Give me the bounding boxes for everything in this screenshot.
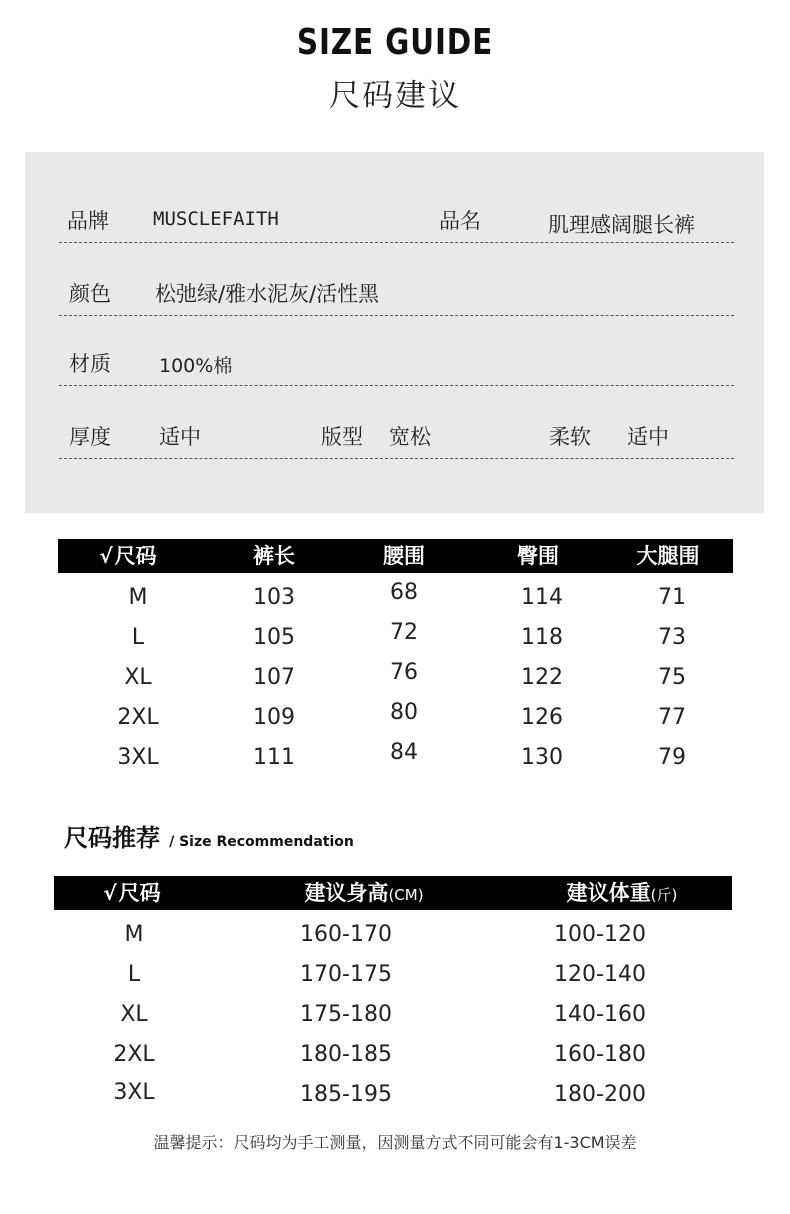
table-row	[54, 1030, 732, 1070]
recommendation-title-cn: 尺码推荐	[64, 824, 160, 852]
thickness-label: 厚度	[69, 425, 111, 449]
size-cell: M	[128, 585, 148, 610]
table-row	[54, 990, 732, 1030]
rec-size-cell: 3XL	[113, 1080, 155, 1105]
size-cell: 2XL	[117, 705, 159, 730]
rec-size-cell: XL	[120, 1002, 148, 1027]
brand-value: MUSCLEFAITH	[153, 208, 279, 230]
weight-cell: 180-200	[554, 1082, 646, 1107]
rec-size-cell: 2XL	[113, 1042, 155, 1067]
recommendation-title-en: / Size Recommendation	[169, 834, 354, 850]
rec-size-cell: L	[127, 962, 141, 987]
thigh-cell: 79	[658, 745, 686, 770]
softness-value: 适中	[627, 425, 669, 449]
fit-value: 宽松	[389, 425, 431, 449]
height-cell: 180-185	[300, 1042, 392, 1067]
header-thigh: 大腿围	[636, 544, 700, 568]
hip-cell: 130	[521, 745, 563, 770]
header-height: 建议身高(CM)	[304, 881, 424, 905]
size-chart-table	[58, 539, 733, 773]
color-value: 松弛绿/雅水泥灰/活性黑	[155, 282, 380, 306]
size-cell: 3XL	[117, 745, 159, 770]
check-icon: √	[103, 881, 117, 905]
size-cell: XL	[124, 665, 152, 690]
material-value: 100%棉	[159, 355, 233, 377]
size-chart-header	[58, 539, 733, 573]
header-weight: 建议体重(斤)	[566, 881, 678, 905]
hip-cell: 118	[521, 625, 563, 650]
weight-cell: 160-180	[554, 1042, 646, 1067]
length-cell: 105	[253, 625, 295, 650]
height-cell: 170-175	[300, 962, 392, 987]
page-title-en: SIZE GUIDE	[296, 22, 494, 63]
product-name-label: 品名	[439, 209, 481, 233]
check-icon: √	[99, 544, 113, 568]
page-title-cn: 尺码建议	[329, 78, 461, 114]
waist-cell: 80	[390, 700, 418, 725]
length-cell: 107	[253, 665, 295, 690]
table-row	[54, 1070, 732, 1110]
material-label: 材质	[69, 352, 111, 376]
info-row-material	[59, 342, 734, 386]
length-cell: 109	[253, 705, 295, 730]
thickness-value: 适中	[159, 425, 201, 449]
header-waist: 腰围	[383, 544, 425, 568]
waist-cell: 68	[390, 580, 418, 605]
thigh-cell: 75	[658, 665, 686, 690]
weight-cell: 100-120	[554, 922, 646, 947]
length-cell: 103	[253, 585, 295, 610]
length-cell: 111	[253, 745, 295, 770]
measurement-note: 温馨提示：尺码均为手工测量，因测量方式不同可能会有1-3CM误差	[153, 1133, 637, 1152]
header-rec-size: √尺码	[82, 876, 182, 910]
fit-label: 版型	[321, 425, 363, 449]
waist-cell: 72	[390, 620, 418, 645]
table-row	[58, 653, 733, 693]
table-row	[54, 950, 732, 990]
info-row-brand	[59, 199, 734, 243]
rec-size-cell: M	[124, 922, 144, 947]
thigh-cell: 73	[658, 625, 686, 650]
size-cell: L	[131, 625, 145, 650]
recommendation-header	[54, 876, 732, 910]
waist-cell: 84	[390, 740, 418, 765]
hip-cell: 114	[521, 585, 563, 610]
softness-label: 柔软	[549, 425, 591, 449]
table-row	[58, 613, 733, 653]
info-row-properties	[59, 415, 734, 459]
hip-cell: 126	[521, 705, 563, 730]
table-row	[58, 693, 733, 733]
size-recommendation-table	[54, 876, 732, 1110]
info-row-color	[59, 272, 734, 316]
brand-label: 品牌	[67, 209, 109, 233]
product-name-value: 肌理感阔腿长裤	[548, 213, 695, 237]
recommendation-title	[64, 818, 354, 853]
height-cell: 175-180	[300, 1002, 392, 1027]
color-label: 颜色	[69, 282, 111, 306]
height-cell: 185-195	[300, 1082, 392, 1107]
table-row	[54, 910, 732, 950]
height-cell: 160-170	[300, 922, 392, 947]
waist-cell: 76	[390, 660, 418, 685]
weight-cell: 140-160	[554, 1002, 646, 1027]
hip-cell: 122	[521, 665, 563, 690]
product-info-panel	[25, 152, 764, 513]
header-length: 裤长	[253, 544, 295, 568]
thigh-cell: 77	[658, 705, 686, 730]
table-row	[58, 733, 733, 773]
table-row	[58, 573, 733, 613]
thigh-cell: 71	[658, 585, 686, 610]
weight-cell: 120-140	[554, 962, 646, 987]
header-hip: 臀围	[517, 544, 559, 568]
header-size: √尺码	[78, 539, 178, 573]
